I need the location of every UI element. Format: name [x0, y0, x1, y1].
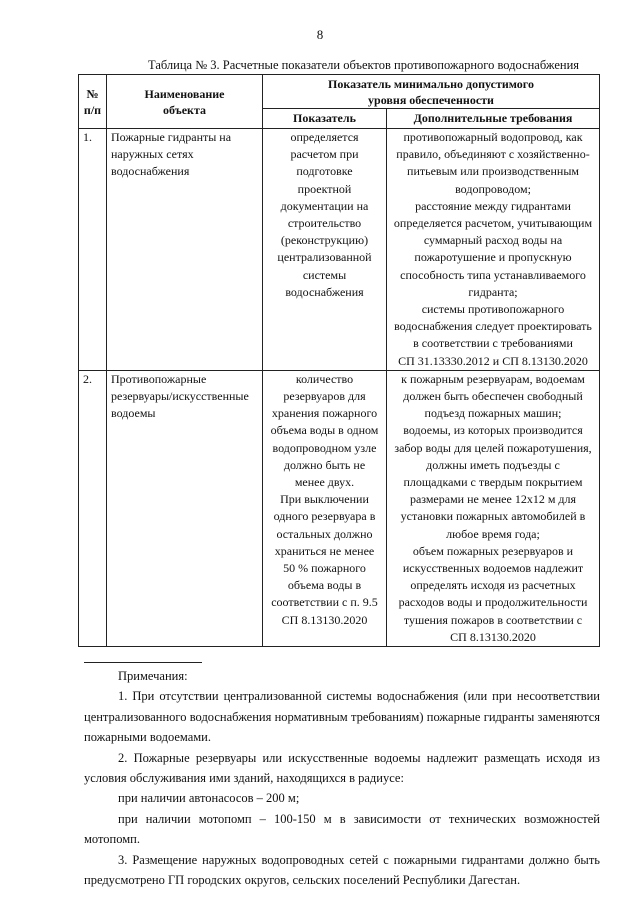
cell-line: расстояние между гидрантами — [415, 198, 571, 213]
cell-line: водоснабжения — [111, 164, 190, 179]
table-row — [79, 370, 600, 646]
header-num: № п/п — [79, 75, 107, 129]
row-num: 2. — [79, 370, 107, 646]
cell-line: СП 8.13130.2020 — [281, 612, 368, 627]
cell-line: системы противопожарного — [421, 302, 565, 317]
row-name — [107, 370, 263, 646]
cell-line: одного резервуара в — [273, 509, 376, 524]
cell-line: строительство — [287, 216, 362, 231]
cell-line: водопроводом; — [455, 181, 531, 196]
cell-line: СП 31.13330.2012 и СП 8.13130.2020 — [398, 353, 588, 368]
cell-line: должны иметь подъезды с — [426, 457, 560, 472]
table-row — [79, 129, 600, 371]
cell-line: противопожарный водопровод, как — [403, 130, 583, 144]
cell-line: подготовке — [296, 164, 353, 179]
cell-line: расчетом при — [290, 147, 359, 162]
fire-water-table — [78, 74, 600, 647]
cell-line: объема воды в одном — [270, 423, 379, 438]
cell-line: размерами не менее 12х12 м для — [409, 492, 577, 507]
cell-line: При выключении — [280, 492, 369, 507]
row-name — [107, 129, 263, 371]
note-item: при наличии мотопомп – 100-150 м в зависимости от технических возможностей мотопомп. — [84, 811, 600, 847]
cell-line: СП 8.13130.2020 — [450, 629, 536, 644]
cell-line: резервуары/искусственные — [111, 389, 249, 404]
cell-line: объема воды в — [287, 578, 362, 593]
cell-line: проектной — [297, 181, 352, 196]
cell-line: централизованной — [277, 250, 372, 265]
cell-line: системы — [302, 267, 347, 282]
cell-line: документации на — [280, 198, 369, 213]
cell-line: водоемы — [111, 406, 156, 421]
row-requirements — [387, 370, 600, 646]
row-num: 1. — [79, 129, 107, 371]
cell-line: способность типа устанавливаемого — [400, 267, 586, 282]
cell-line: правило, объединяют с хозяйственно- — [396, 147, 590, 162]
cell-line: Противопожарные — [111, 371, 207, 386]
cell-line: хранения пожарного — [271, 406, 378, 421]
header-indicator: Показатель — [263, 109, 387, 129]
cell-line: установки пожарных автомобилей в — [400, 509, 586, 524]
notes-divider — [84, 662, 202, 663]
cell-line: в соответствии с требованиями — [413, 336, 573, 351]
cell-line: суммарный расход воды на — [423, 233, 563, 248]
cell-line: пожаротушение и пропускную — [414, 250, 572, 265]
cell-line: храниться не менее — [274, 543, 375, 558]
cell-line: количество — [295, 371, 354, 386]
cell-line: забор воды для целей пожаротушения, — [394, 440, 592, 455]
page-number: 8 — [316, 27, 324, 42]
row-indicator — [263, 129, 387, 371]
row-indicator — [263, 370, 387, 646]
cell-line: 50 % пожарного — [283, 561, 366, 576]
cell-line: расходов воды и продолжительности — [398, 595, 588, 610]
row-requirements — [387, 129, 600, 371]
cell-line: резервуаров для — [283, 389, 366, 404]
cell-line: любое время года; — [446, 526, 540, 541]
cell-line: определять исходя из расчетных — [410, 578, 576, 593]
cell-line: определяется расчетом, учитывающим — [393, 216, 593, 231]
cell-line: соответствии с п. 9.5 — [271, 595, 378, 610]
cell-line: питьевым или производственным — [407, 164, 579, 179]
cell-line: водоснабжения следует проектировать — [394, 319, 592, 334]
cell-line: определяется — [290, 130, 359, 144]
cell-line: водоснабжения — [285, 284, 364, 299]
cell-line: наружных сетях — [111, 147, 194, 162]
cell-line: объем пожарных резервуаров и — [412, 543, 574, 558]
cell-line: должно быть не — [283, 457, 366, 472]
cell-line: остальных должно — [276, 526, 373, 541]
note-item: 3. Размещение наружных водопроводных сетей с пожарными гидрантами должно быть предусмотрено ГП городских округов, сельских поселений Республики Дагестан. — [84, 852, 600, 888]
cell-line: к пожарным резервуарам, водоемам — [401, 371, 585, 386]
note-item: 1. При отсутствии централизованной системы водоснабжения (или при несоответствии централизованного водоснабжения нормативным требованиям) пожарные гидранты заменяются пожарными водоемами. — [84, 689, 600, 745]
header-name: Наименование объекта — [107, 75, 263, 129]
cell-line: Пожарные гидранты на — [111, 130, 232, 144]
table-title: Таблица № 3. Расчетные показатели объектов противопожарного водоснабжения — [148, 58, 580, 72]
notes — [84, 666, 600, 890]
cell-line: площадками с твердым покрытием — [403, 475, 583, 490]
cell-line: менее двух. — [294, 475, 355, 490]
header-requirements: Дополнительные требования — [387, 109, 600, 129]
cell-line: искусственных водоемов надлежит — [402, 561, 584, 576]
cell-line: водопроводном узле — [272, 440, 377, 455]
cell-line: водоемы, из которых производится — [403, 423, 583, 438]
note-item: 2. Пожарные резервуары или искусственные водоемы надлежит размещать исходя из условия обслуживания ими зданий, находящихся в радиусе: — [84, 750, 600, 786]
header-indicator-group: Показатель минимально допустимого уровня обеспеченности — [263, 75, 600, 109]
notes-heading: Примечания: — [118, 669, 188, 683]
note-item: при наличии автонасосов – 200 м; — [118, 791, 300, 806]
cell-line: должен быть обеспечен свободный — [403, 389, 583, 404]
cell-line: подъезд пожарных машин; — [424, 406, 562, 421]
cell-line: тушения пожаров в соответствии с — [403, 612, 583, 627]
cell-line: гидранта; — [468, 284, 518, 299]
cell-line: (реконструкцию) — [280, 233, 369, 248]
